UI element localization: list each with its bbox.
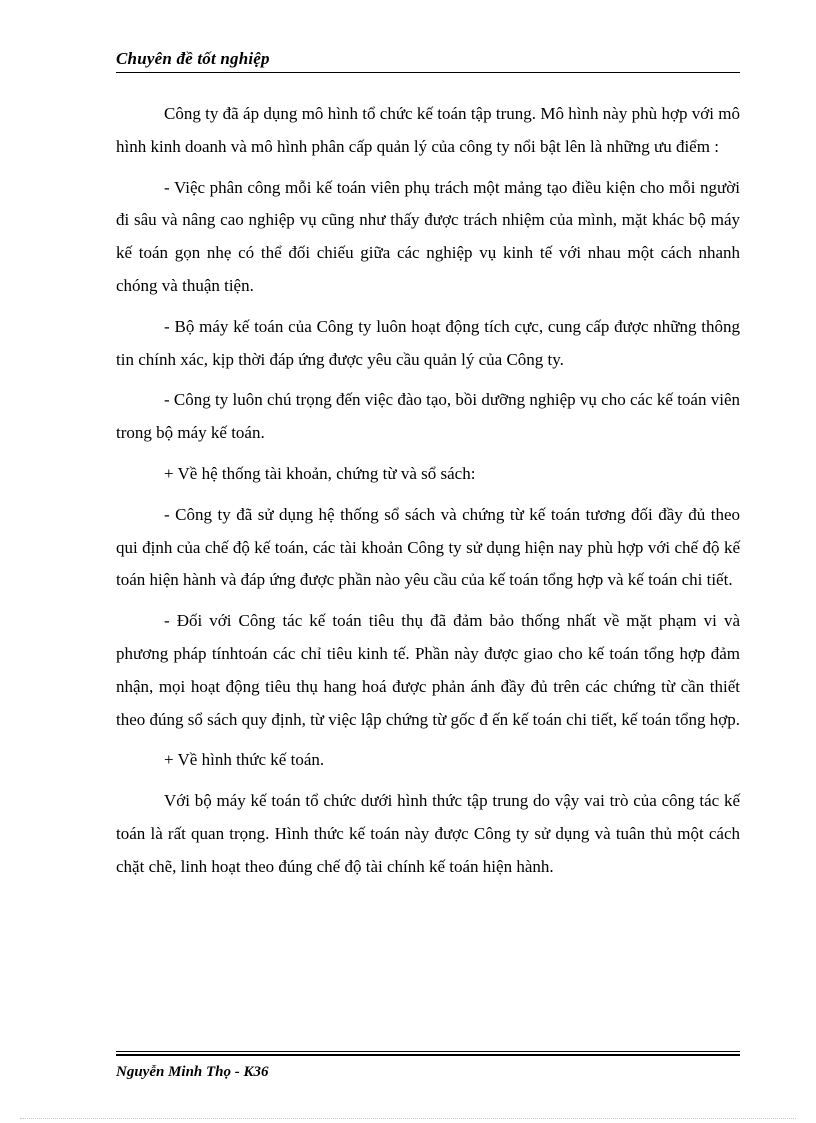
paragraph-intro: Công ty đã áp dụng mô hình tổ chức kế toán tập trung. Mô hình này phù hợp với mô hình kinh doanh và mô hình phân cấp quản lý của công ty nổi bật lên là những ưu điểm :: [116, 104, 740, 156]
page-bottom-border: [20, 1118, 796, 1119]
document-body: [116, 98, 740, 892]
paragraph-accounts-1: - Công ty đã sử dụng hệ thống sổ sách và chứng từ kế toán tương đối đầy đủ theo qui định của chế độ kế toán, các tài khoản Công ty sử dụng hiện nay phù hợp với chế độ kế toán hiện hành và đáp ứng được phần nào yêu cầu của kế toán tổng hợp và kế toán chi tiết.: [116, 504, 740, 590]
paragraph-accounts-2: - Đối với Công tác kế toán tiêu thụ đã đảm bảo thống nhất về mặt phạm vi và phương pháp tínhtoán các chỉ tiêu kinh tế. Phần này được giao cho kế toán tổng hợp đảm nhận, mọi hoạt động tiêu thụ hang hoá được phản ánh đầy đủ trên các chứng từ cần thiết theo đúng sổ sách quy định, từ việc lập chứng từ gốc đ ến kế toán chi tiết, kế toán tổng hợp.: [116, 611, 740, 729]
paragraph-advantage-2: - Bộ máy kế toán của Công ty luôn hoạt động tích cực, cung cấp được những thông tin chính xác, kịp thời đáp ứng được yêu cầu quản lý của Công ty.: [116, 316, 740, 369]
page-header: [116, 48, 740, 73]
footer-rule-thin: [116, 1051, 740, 1052]
header-title: Chuyên đề tốt nghiệp: [116, 49, 270, 68]
section-heading-accounts: + Về hệ thống tài khoản, chứng từ và sổ sách:: [164, 463, 476, 483]
header-rule: [116, 72, 740, 73]
footer-author: Nguyễn Minh Thọ - K36: [116, 1064, 269, 1080]
section-heading-form: + Về hình thức kế toán.: [164, 750, 325, 770]
footer-rule-thick: [116, 1054, 740, 1056]
page-footer: [116, 1051, 740, 1082]
paragraph-advantage-1: - Việc phân công mỗi kế toán viên phụ trách một mảng tạo điều kiện cho mỗi người đi sâu và nâng cao nghiệp vụ cũng như thấy được trách nhiệm của mình, mặt khác bộ máy kế toán gọn nhẹ có thể đối chiếu giữa các nghiệp vụ kinh tế với nhau một cách nhanh chóng và thuận tiện.: [116, 177, 740, 295]
paragraph-form: Với bộ máy kế toán tổ chức dưới hình thức tập trung do vậy vai trò của công tác kế toán là rất quan trọng. Hình thức kế toán này được Công ty sử dụng và tuân thủ một cách chặt chẽ, linh hoạt theo đúng chế độ tài chính kế toán hiện hành.: [116, 791, 740, 876]
paragraph-advantage-3: - Công ty luôn chú trọng đến việc đào tạo, bồi dưỡng nghiệp vụ cho các kế toán viên trong bộ máy kế toán.: [116, 390, 740, 443]
